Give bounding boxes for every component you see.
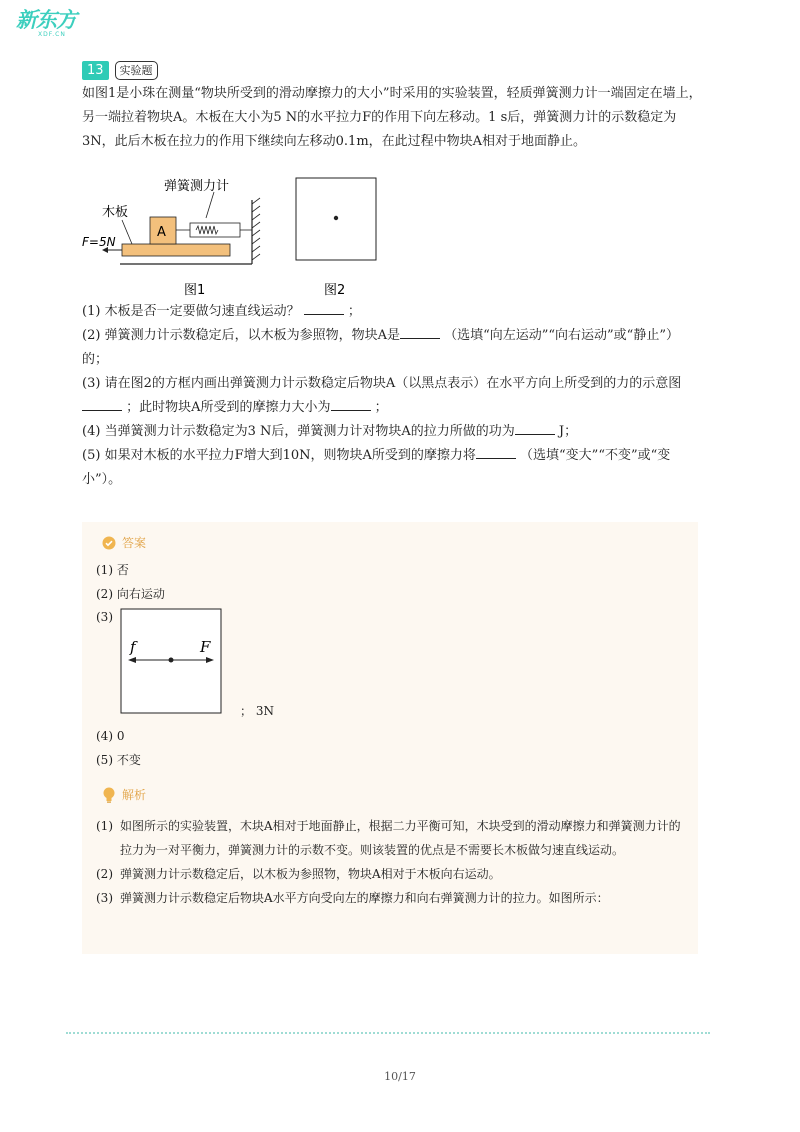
sub-question-4: (4) 当弹簧测力计示数稳定为3 N后，弹簧测力计对物块A的拉力所做的功为 J；: [82, 420, 702, 444]
force-diagram: [120, 608, 224, 716]
sub-questions: [82, 300, 702, 492]
wooden-board: [122, 244, 230, 256]
explanation-3: (3) 弹簧测力计示数稳定后物块A水平方向受向左的摩擦力和向右弹簧测力计的拉力。如图所示：: [96, 891, 609, 905]
explanation-body: [96, 814, 690, 910]
footer-divider: [66, 1032, 710, 1034]
answer-blank[interactable]: [476, 444, 516, 459]
explanation-2: (2) 弹簧测力计示数稳定后，以木板为参照物，物块A相对于木板向右运动。: [96, 867, 501, 881]
answer-blank[interactable]: [304, 300, 344, 315]
question-number-badge: 13: [82, 61, 109, 80]
force-label: F=5N: [82, 235, 116, 249]
answer-5: (5) 不变: [96, 753, 141, 767]
answer-section-title: 答案: [102, 534, 146, 551]
pull-force-label: F: [200, 638, 211, 656]
sub-question-5: (5) 如果对木板的水平拉力F增大到10N，则物块A所受到的摩擦力将 （选填“变大”“不变”或“变小”）。: [82, 444, 702, 492]
answer-blank[interactable]: [400, 324, 440, 339]
logo-english-text: XDF.CN: [38, 31, 66, 38]
figure-1-apparatus: [80, 172, 280, 302]
answer-panel: 答案 (1) 否 (2) 向右运动 (3) f F ； 3N (4) 0 (5) 不变 解析 (1) 如图所示的实验装置，木块A相对于地面静止，根据二力平衡可知，木块受到的滑动摩擦力和弹簧测力计的拉力为一对平衡力，弹簧测力计的示数不变。则该装置的优点是不需要长木板做匀速直线运动。 (2) 弹簧测力计示数稳定后，以木板为参照物，物块A相对于木板向右运动。 (3) 弹簧测力计示数稳定后物块A水平方向受向左的摩擦力和向右弹簧测力计的拉力。如图所示：: [82, 522, 698, 954]
logo-chinese-text: 新东方: [16, 8, 76, 32]
block-a-label: A: [157, 225, 166, 240]
friction-label: f: [130, 638, 136, 656]
block-point: [169, 658, 174, 663]
answer-blank[interactable]: [515, 420, 555, 435]
question-type-tag: 实验题: [115, 61, 158, 80]
explanation-section-title: 解析: [102, 786, 146, 803]
sub-question-2: (2) 弹簧测力计示数稳定后，以木板为参照物，物块A是 （选填“向左运动”“向右运动”或“静止”）的；: [82, 324, 702, 372]
answer-blank[interactable]: [82, 396, 122, 411]
sub-question-3: (3) 请在图2的方框内画出弹簧测力计示数稳定后物块A（以黑点表示）在水平方向上所受到的力的示意图 ；此时物块A所受到的摩擦力大小为 ；: [82, 376, 682, 415]
lightbulb-icon: [102, 787, 116, 803]
answer-blank[interactable]: [331, 396, 371, 411]
block-point: [334, 216, 338, 220]
figure-2-box: [294, 176, 378, 304]
board-label: 木板: [102, 205, 129, 220]
xdf-logo: [16, 8, 80, 42]
check-badge-icon: [102, 536, 116, 550]
spring-scale-label: 弹簧测力计: [164, 179, 230, 194]
page-number: 10/17: [384, 1070, 416, 1083]
answer-2: (2) 向右运动: [96, 587, 165, 601]
question-stem: 如图1是小珠在测量“物块所受到的滑动摩擦力的大小”时采用的实验装置，轻质弹簧测力计一端固定在墙上，另一端拉着物块A。木板在大小为5 N的水平拉力F的作用下向左移动。1 s后，弹簧测力计的示数稳定为3N，此后木板在拉力的作用下继续向左移动0.1m，在此过程中物块A相对于地面静止。: [82, 86, 702, 149]
answer-1: (1) 否: [96, 563, 129, 577]
question-header: [82, 60, 158, 80]
figure-2-caption: 图2: [324, 283, 346, 298]
answer-4: (4) 0: [96, 729, 125, 743]
explanation-1: (1) 如图所示的实验装置，木块A相对于地面静止，根据二力平衡可知，木块受到的滑动摩擦力和弹簧测力计的拉力为一对平衡力，弹簧测力计的示数不变。则该装置的优点是不需要长木板做匀速直线运动。: [96, 819, 681, 857]
sub-question-1: (1) 木板是否一定要做匀速直线运动？ ；: [82, 300, 702, 324]
figure-1-caption: 图1: [184, 283, 206, 298]
